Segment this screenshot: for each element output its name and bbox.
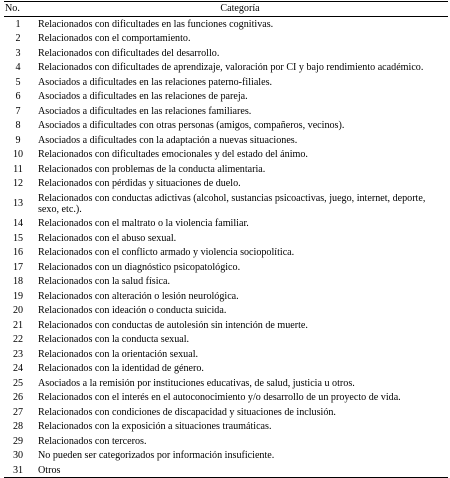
row-number: 22 <box>12 334 24 346</box>
row-category: Otros <box>38 464 61 476</box>
row-number: 23 <box>12 348 24 360</box>
table-row <box>4 231 448 245</box>
row-category: Relacionados con pérdidas y situaciones de duelo. <box>38 178 241 190</box>
row-number: 1 <box>15 18 21 30</box>
row-number: 13 <box>12 198 24 210</box>
row-number: 4 <box>15 62 21 74</box>
row-number: 20 <box>12 305 24 317</box>
table-row <box>4 463 448 478</box>
row-category: Asociados a dificultades con la adaptación a nuevas situaciones. <box>38 134 298 146</box>
table-row <box>4 376 448 390</box>
row-number: 21 <box>12 319 24 331</box>
table-row <box>4 448 448 462</box>
row-category: Relacionados con el maltrato o la violencia familiar. <box>38 218 249 230</box>
row-number: 6 <box>15 91 21 103</box>
table-row <box>4 61 448 75</box>
row-number: 8 <box>15 120 21 132</box>
row-category: Relacionados con terceros. <box>38 435 147 447</box>
row-number: 14 <box>12 218 24 230</box>
header-category: Categoría <box>220 3 260 14</box>
row-category: Asociados a dificultades en las relaciones de pareja. <box>38 91 248 103</box>
row-category: Relacionados con dificultades en las funciones cognitivas. <box>38 18 274 30</box>
table-row <box>4 333 448 347</box>
table-row <box>4 275 448 289</box>
table-row <box>4 75 448 89</box>
row-category: Relacionados con condiciones de discapacidad y situaciones de inclusión. <box>38 406 336 418</box>
table-row <box>4 32 448 46</box>
category-table-container <box>4 1 448 478</box>
table-row <box>4 318 448 332</box>
row-category: Relacionados con un diagnóstico psicopatológico. <box>38 261 241 273</box>
table-row <box>4 347 448 361</box>
table-row <box>4 177 448 191</box>
table-row <box>4 405 448 419</box>
row-category: Relacionados con dificultades emocionales y del estado del ánimo. <box>38 149 308 161</box>
table-row <box>4 434 448 448</box>
row-number: 12 <box>12 178 24 190</box>
table-row <box>4 162 448 176</box>
row-category: Relacionados con alteración o lesión neurológica. <box>38 290 239 302</box>
category-table <box>4 1 448 478</box>
table-header-row <box>4 2 448 17</box>
row-category: Relacionados con la exposición a situaciones traumáticas. <box>38 421 272 433</box>
table-row <box>4 90 448 104</box>
row-number: 25 <box>12 377 24 389</box>
row-number: 30 <box>12 450 24 462</box>
row-number: 10 <box>12 149 24 161</box>
row-number: 16 <box>12 247 24 259</box>
table-row <box>4 391 448 405</box>
row-category: Relacionados con conductas de autolesión sin intención de muerte. <box>38 319 308 331</box>
table-row <box>4 217 448 231</box>
table-row <box>4 362 448 376</box>
row-category: No pueden ser categorizados por información insuficiente. <box>38 450 275 462</box>
row-number: 9 <box>15 134 21 146</box>
row-category: Asociados a dificultades en las relaciones familiares. <box>38 105 252 117</box>
header-no: No. <box>5 3 20 14</box>
table-row <box>4 119 448 133</box>
table-row <box>4 419 448 433</box>
row-category: Relacionados con la orientación sexual. <box>38 348 199 360</box>
row-number: 24 <box>12 363 24 375</box>
row-number: 17 <box>12 261 24 273</box>
table-row <box>4 133 448 147</box>
table-row <box>4 246 448 260</box>
row-number: 11 <box>13 163 23 175</box>
row-category: Relacionados con la conducta sexual. <box>38 334 190 346</box>
row-number: 15 <box>12 232 24 244</box>
row-category: Asociados a dificultades con otras personas (amigos, compañeros, vecinos). <box>38 120 345 132</box>
row-number: 2 <box>15 33 21 45</box>
table-row <box>4 46 448 60</box>
table-row <box>4 148 448 162</box>
row-number: 31 <box>12 464 24 476</box>
row-category: Relacionados con el interés en el autoconocimiento y/o desarrollo de un proyecto de vida. <box>38 392 401 404</box>
row-number: 28 <box>12 421 24 433</box>
row-number: 7 <box>15 105 21 117</box>
table-row <box>4 191 448 217</box>
table-body <box>4 17 448 478</box>
row-category: Relacionados con ideación o conducta suicida. <box>38 305 227 317</box>
row-category: Relacionados con el comportamiento. <box>38 33 191 45</box>
table-row <box>4 104 448 118</box>
row-number: 18 <box>12 276 24 288</box>
row-category: Relacionados con el conflicto armado y violencia sociopolítica. <box>38 247 295 259</box>
row-category: Relacionados con conductas adictivas (alcohol, sustancias psicoactivas, juego, internet, deporte, sexo, etc.). <box>38 192 426 215</box>
row-number: 5 <box>15 76 21 88</box>
row-number: 3 <box>15 47 21 59</box>
row-category: Relacionados con la salud física. <box>38 276 171 288</box>
row-number: 19 <box>12 290 24 302</box>
row-category: Relacionados con dificultades de aprendizaje, valoración por CI y bajo rendimiento académico. <box>38 62 424 74</box>
table-row <box>4 304 448 318</box>
row-category: Asociados a dificultades en las relaciones paterno-filiales. <box>38 76 273 88</box>
table-row <box>4 289 448 303</box>
table-row <box>4 17 448 32</box>
row-number: 26 <box>12 392 24 404</box>
row-number: 27 <box>12 406 24 418</box>
table-row <box>4 260 448 274</box>
row-category: Relacionados con el abuso sexual. <box>38 232 177 244</box>
row-number: 29 <box>12 435 24 447</box>
row-category: Relacionados con la identidad de género. <box>38 363 204 375</box>
row-category: Asociados a la remisión por instituciones educativas, de salud, justicia u otros. <box>38 377 355 389</box>
row-category: Relacionados con problemas de la conducta alimentaria. <box>38 163 266 175</box>
row-category: Relacionados con dificultades del desarrollo. <box>38 47 220 59</box>
